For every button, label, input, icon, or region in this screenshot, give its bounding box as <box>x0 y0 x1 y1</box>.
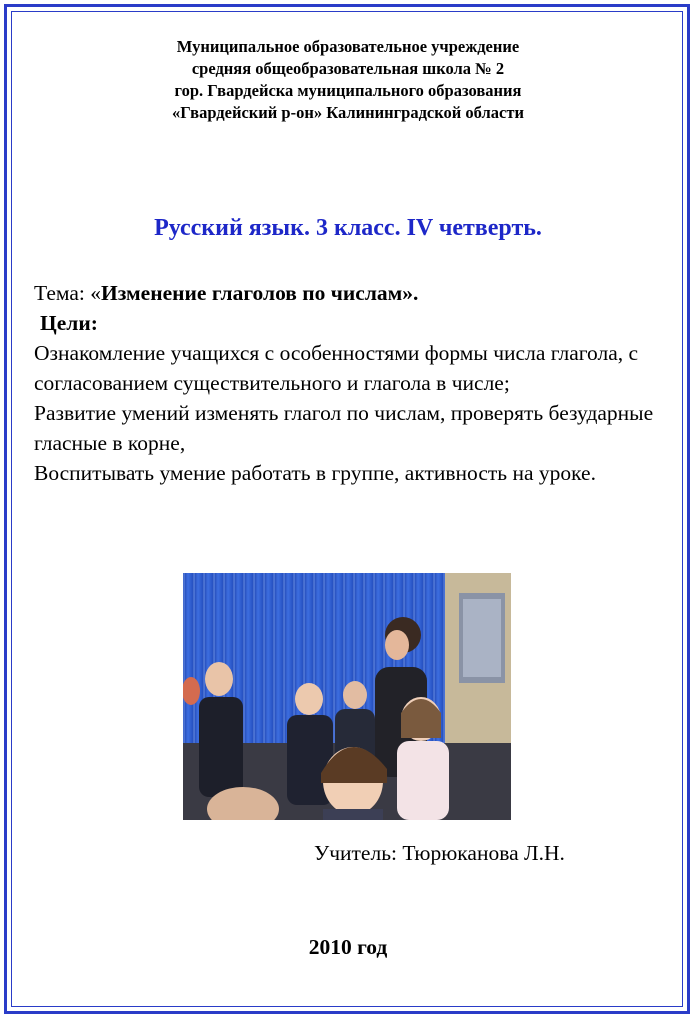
goal-item-2: Развитие умений изменять глагол по числам, проверять безударные гласные в корне, <box>34 401 654 455</box>
header-line-1: Муниципальное образовательное учреждение <box>176 37 520 56</box>
year: 2010 год <box>308 935 388 959</box>
topic-prefix: Тема: « <box>34 281 101 305</box>
topic-line <box>16 278 682 308</box>
goal-item-3: Воспитывать умение работать в группе, активность на уроке. <box>34 461 596 485</box>
classroom-photo <box>183 573 511 820</box>
school-header <box>0 36 696 124</box>
header-line-3: гор. Гвардейска муниципального образования <box>174 81 522 100</box>
teacher-name: Учитель: Тюрюканова Л.Н. <box>314 841 565 865</box>
topic-title: Изменение глаголов по числам». <box>100 281 419 305</box>
header-line-4: «Гвардейский р-он» Калининградской области <box>172 103 524 122</box>
header-line-2: средняя общеобразовательная школа № 2 <box>191 59 505 78</box>
goal-item-1: Ознакомление учащихся с особенностями формы числа глагола, с согласованием существительного и глагола в числе; <box>34 341 639 395</box>
goals-heading: Цели: <box>40 311 98 335</box>
subject-title: Русский язык. 3 класс. IV четверть. <box>154 215 542 241</box>
lesson-description <box>16 278 682 488</box>
